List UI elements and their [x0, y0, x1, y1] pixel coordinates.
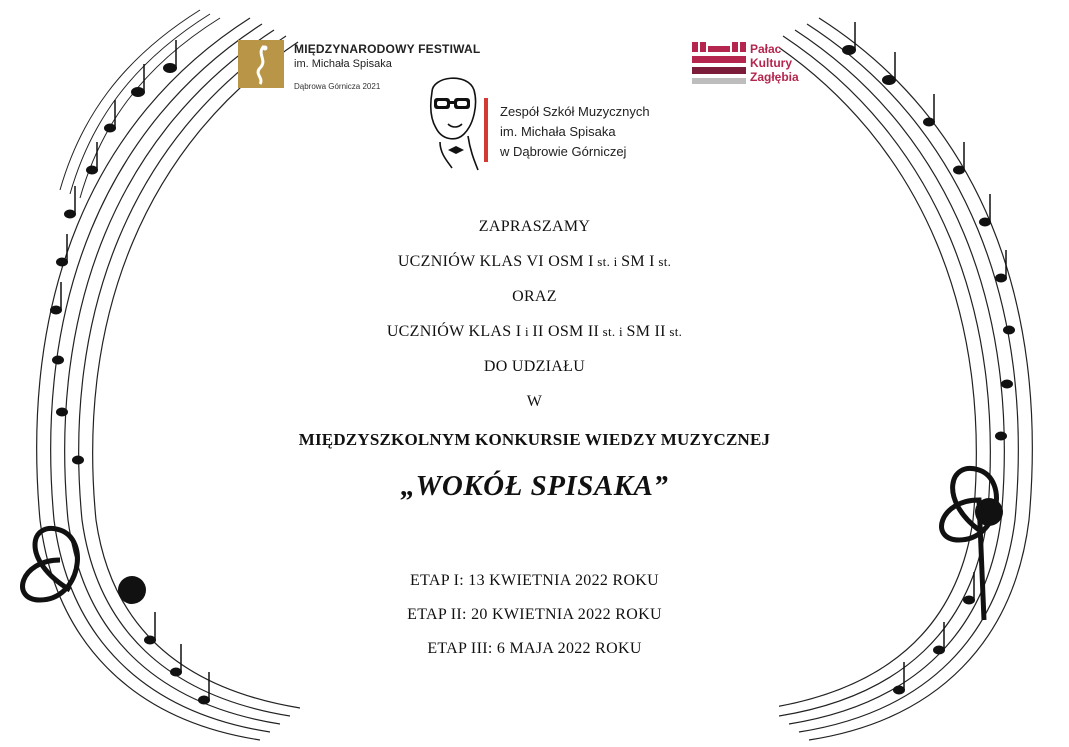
invite-line-klasy-i-ii-main3: SM II: [626, 323, 666, 340]
school-name-line3: w Dąbrowie Górniczej: [500, 144, 627, 159]
invite-line-zapraszamy: ZAPRASZAMY: [478, 218, 591, 235]
stage-1: ETAP I: 13 KWIETNIA 2022 ROKU: [409, 572, 660, 589]
school-name-line2: im. Michała Spisaka: [500, 124, 616, 139]
invite-line-klasy-vi-small: st. i: [593, 254, 622, 269]
composer-portrait-icon: [418, 70, 486, 176]
contest-name: MIĘDZYSZKOLNYM KONKURSIE WIEDZY MUZYCZNEJ: [298, 430, 771, 449]
contest-title: „WOKÓŁ SPISAKA”: [400, 470, 669, 502]
festival-emblem-icon: [238, 40, 284, 88]
invite-line-klasy-vi: [0, 253, 1069, 271]
invite-line-klasy-i-ii-small2: st. i: [599, 324, 627, 339]
palace-name-line3: Zagłębia: [750, 70, 799, 84]
invite-line-klasy-i-ii-main: UCZNIÓW KLAS I: [386, 323, 522, 340]
festival-title: MIĘDZYNARODOWY FESTIWAL: [294, 42, 481, 56]
invite-line-do-udzialu: DO UDZIAŁU: [483, 358, 586, 375]
invite-line-klasy-i-ii-small3: st.: [665, 324, 683, 339]
palace-name-line2: Kultury: [750, 56, 792, 70]
invite-line-klasy-i-ii-main2: II OSM II: [532, 323, 600, 340]
festival-subtitle: im. Michała Spisaka: [294, 58, 392, 70]
invite-line-klasy-vi-main: UCZNIÓW KLAS VI OSM I: [397, 253, 594, 270]
invite-line-klasy-vi-main2: SM I: [621, 253, 655, 270]
invite-line-klasy-i-ii: [0, 323, 1069, 341]
school-logo: [418, 70, 708, 180]
stage-3: ETAP III: 6 MAJA 2022 ROKU: [427, 640, 642, 657]
invite-line-w: W: [526, 393, 543, 410]
stage-2: ETAP II: 20 KWIETNIA 2022 ROKU: [407, 606, 662, 623]
invite-line-oraz: ORAZ: [512, 288, 557, 305]
invite-line-klasy-i-ii-small: i: [521, 324, 533, 339]
palace-logo: [690, 40, 830, 90]
invite-line-klasy-vi-small2: st.: [654, 254, 672, 269]
festival-place: Dąbrowa Górnicza 2021: [294, 82, 381, 91]
school-name-line1: Zespół Szkół Muzycznych: [500, 104, 650, 119]
palace-emblem-icon: [690, 40, 748, 86]
palace-name-line1: Pałac: [750, 42, 782, 56]
school-accent-bar: [484, 98, 488, 162]
